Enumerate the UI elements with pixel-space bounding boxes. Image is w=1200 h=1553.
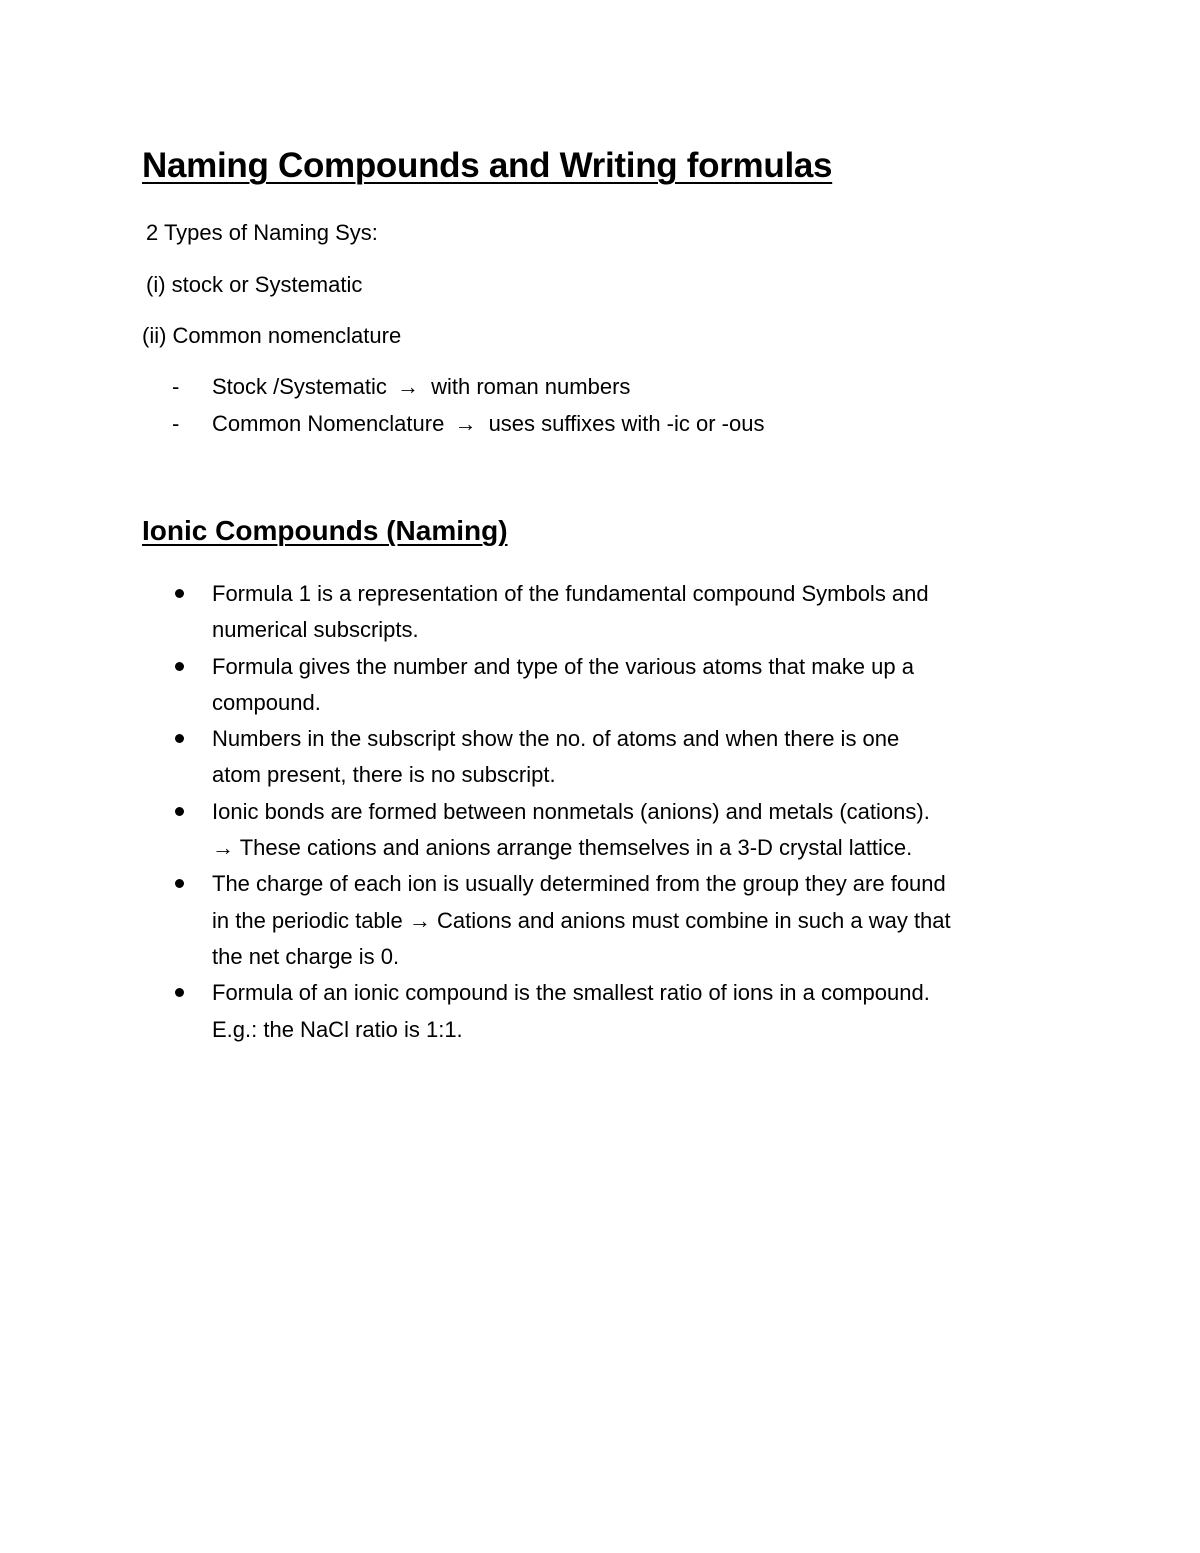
list-item [172,649,1072,722]
bullet-icon [175,988,184,997]
list-item [172,410,764,447]
list-item [172,866,1072,975]
list-item-line: compound. [212,689,321,715]
naming-system-i: (i) stock or Systematic [146,272,363,297]
naming-systems-list [172,373,764,447]
list-item-line: Formula gives the number and type of the various atoms that make up a [212,653,914,679]
bullet-icon [175,734,184,743]
document-title: Naming Compounds and Writing formulas [142,146,833,185]
list-item [172,576,1072,649]
dash-marker: - [172,411,180,436]
list-item-line: The charge of each ion is usually determined from the group they are found [212,871,946,897]
list-item-line: Ionic bonds are formed between nonmetals (anions) and metals (cations). [212,798,930,824]
list-item [172,975,1072,1048]
ionic-compounds-list [172,576,1072,1048]
list-item-name: Common Nomenclature [212,411,445,436]
bullet-icon [175,589,184,598]
right-arrow-icon: → [396,374,419,399]
list-item [172,373,764,410]
section-title: Ionic Compounds (Naming) [142,515,508,546]
list-item-line: Numbers in the subscript show the no. of atoms and when there is one [212,726,900,752]
bullet-icon [175,879,184,888]
right-arrow-icon: → [454,411,477,436]
list-item-text: with roman numbers [431,374,631,399]
list-item-line: E.g.: the NaCl ratio is 1:1. [212,1016,463,1042]
list-item-line: in the periodic table → Cations and anions must combine in such a way that [212,907,951,933]
list-item-line: numerical subscripts. [212,617,419,643]
dash-marker: - [172,374,180,399]
bullet-icon [175,807,184,816]
list-item [172,721,1072,794]
list-item-line: Formula of an ionic compound is the smallest ratio of ions in a compound. [212,980,930,1006]
list-item-line: atom present, there is no subscript. [212,762,556,788]
naming-system-ii: (ii) Common nomenclature [142,323,402,348]
list-item-line: → These cations and anions arrange themselves in a 3-D crystal lattice. [212,835,913,861]
naming-systems-intro: 2 Types of Naming Sys: [146,220,378,245]
list-item-line: the net charge is 0. [212,943,400,969]
list-item-line: Formula 1 is a representation of the fundamental compound Symbols and [212,581,929,606]
list-item [172,794,1072,867]
list-item-text: uses suffixes with -ic or -ous [488,411,765,436]
bullet-icon [175,662,184,671]
list-item-name: Stock /Systematic [212,374,387,399]
